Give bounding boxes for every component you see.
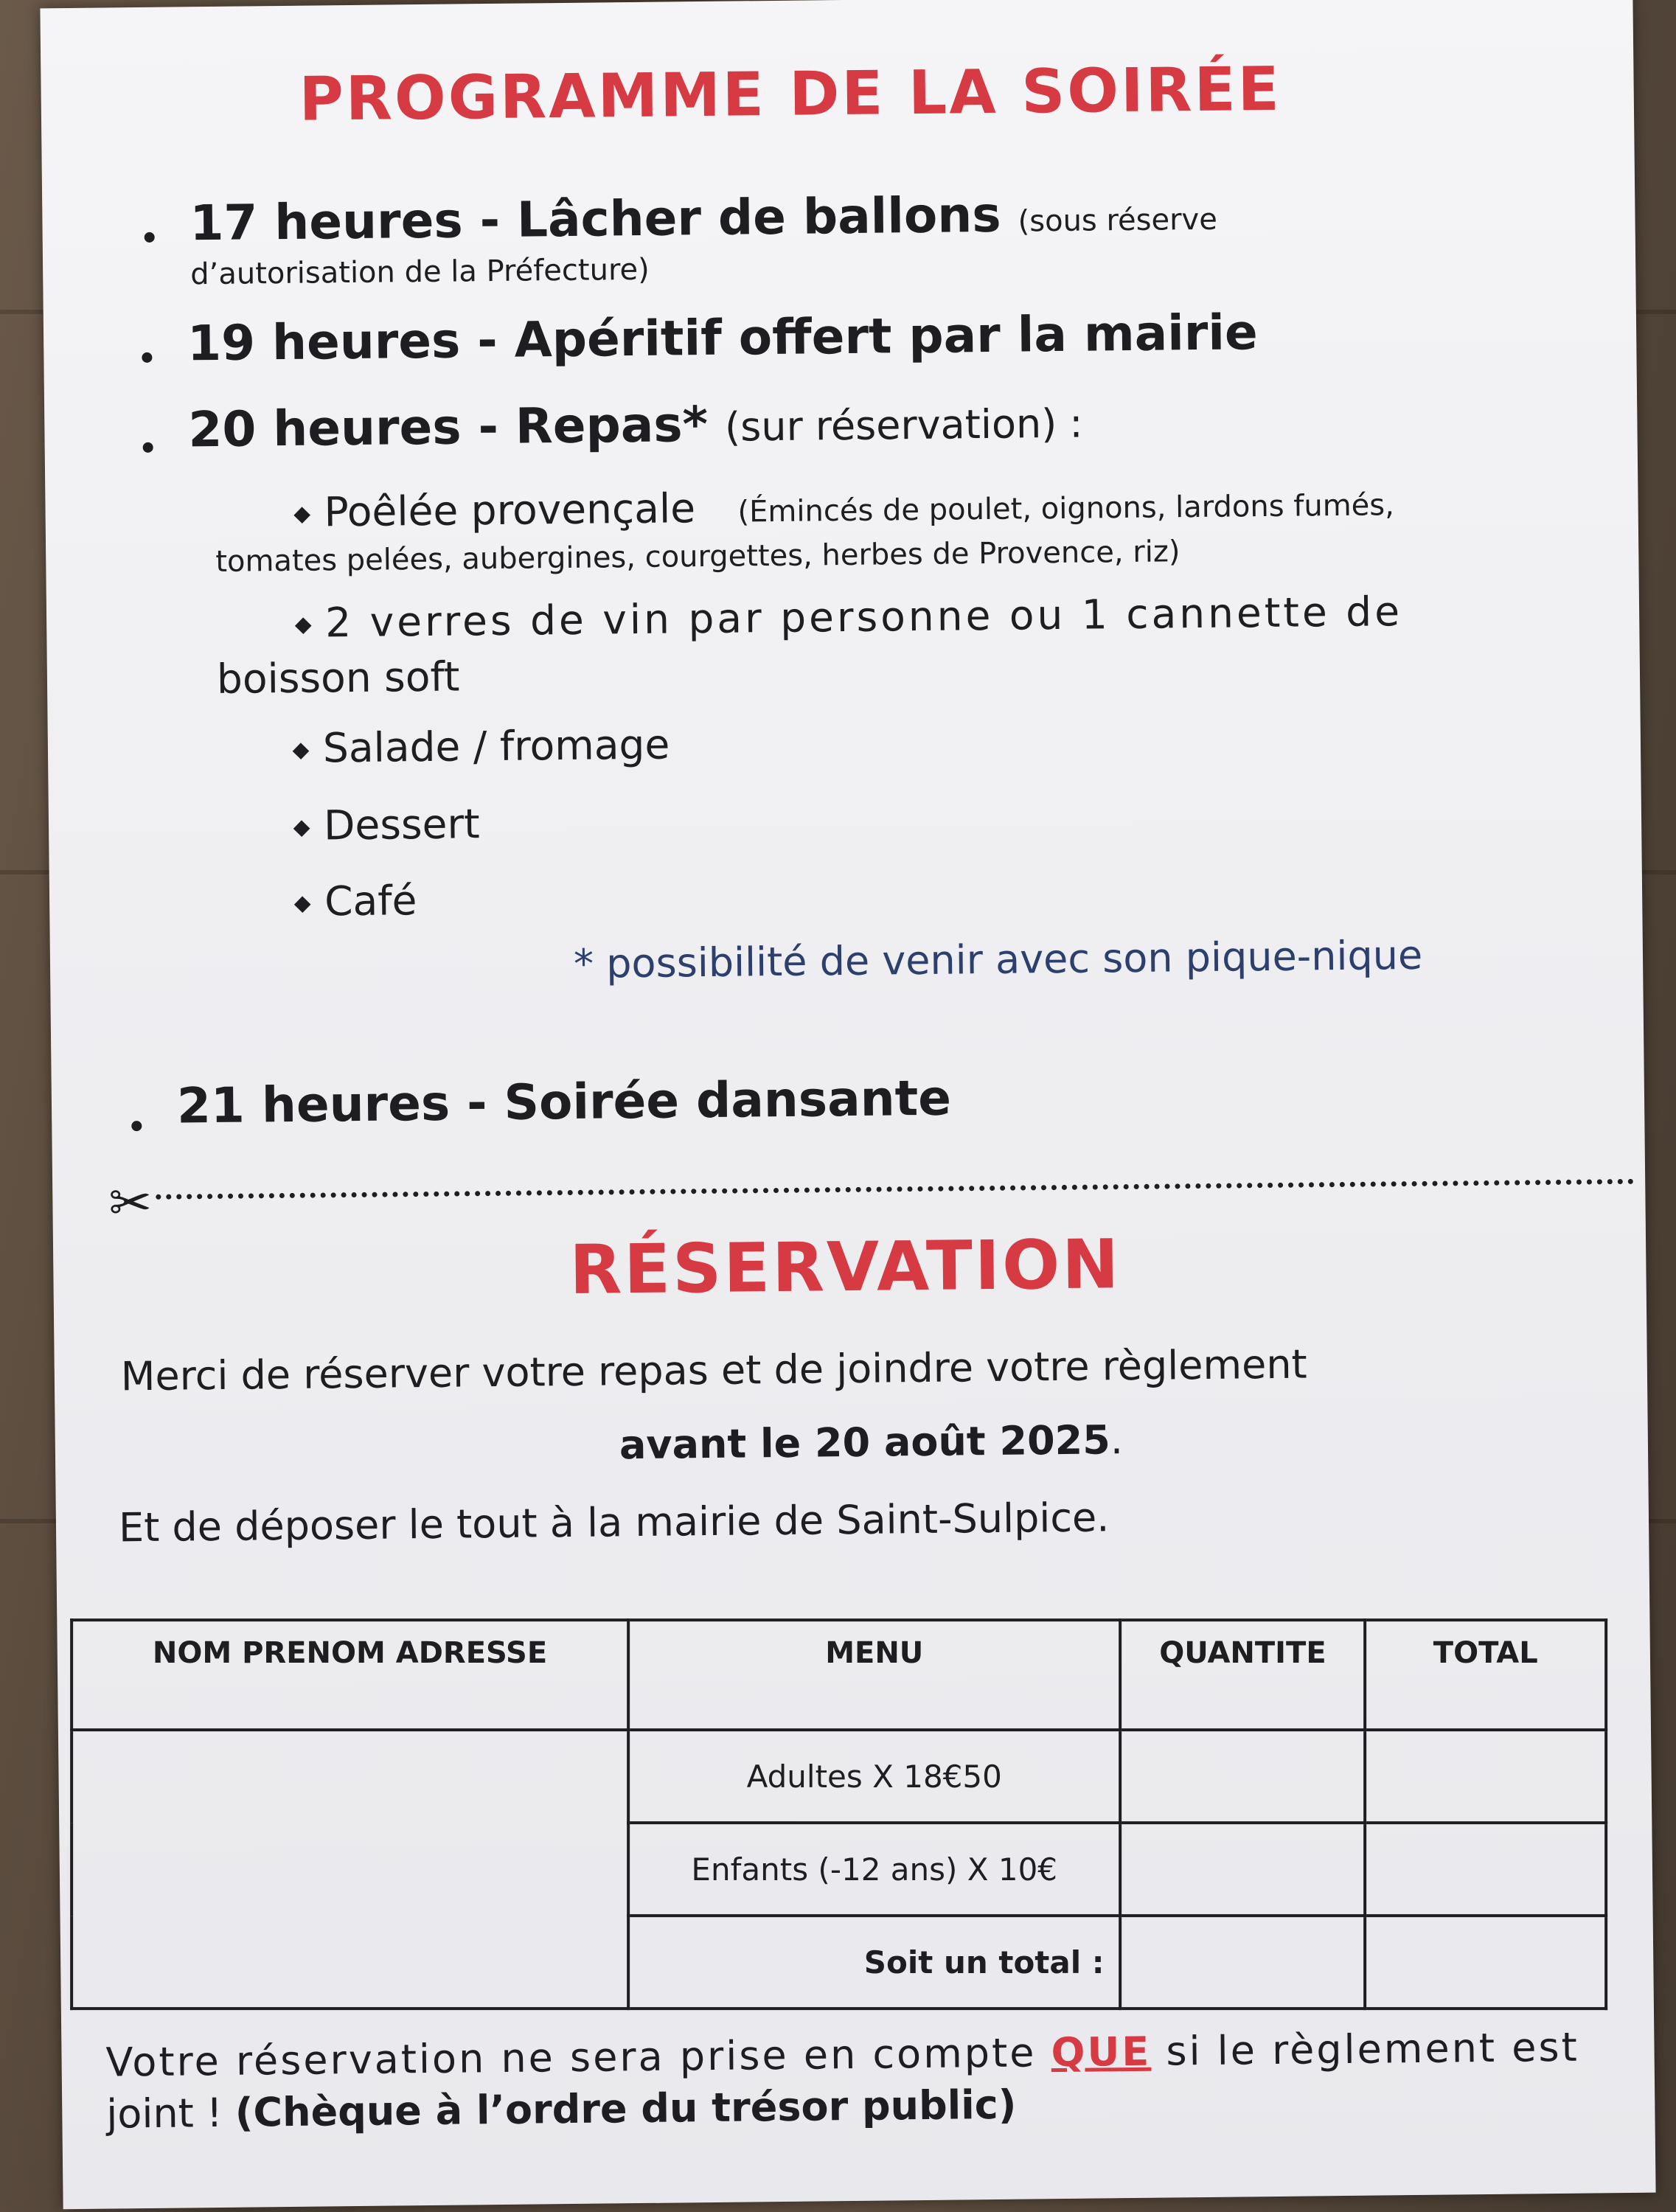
cut-line [156,1179,1634,1200]
diamond-bullet-icon [293,820,310,837]
balloons-note: d’autorisation de la Préfecture) [189,252,650,292]
menu-item-poelee: Poêlée provençale (Émincés de poulet, oignons, lardons fumés, [296,477,1394,536]
menu-adultes: Adultes X 18€50 [628,1730,1121,1823]
table-header-row [72,1620,1606,1730]
quantite-total-cell[interactable] [1121,1916,1366,2008]
header-total: TOTAL [1365,1620,1606,1730]
header-menu: MENU [628,1620,1121,1730]
total-total-cell[interactable] [1365,1916,1606,2008]
menu-item-boisson: 2 verres de vin par personne ou 1 cannette de [297,588,1402,647]
diamond-bullet-icon [293,742,310,759]
reservation-deadline: avant le 20 août 2025. [619,1416,1124,1469]
reservation-deposit: Et de déposer le tout à la mairie de Saint-Sulpice. [118,1494,1110,1551]
programme-item-repas: 20 heures - Repas* (sur réservation) : [188,395,1083,459]
diamond-bullet-icon [295,617,312,634]
bullet-dot [145,232,155,243]
bullet-dot [131,1121,142,1131]
header-quantite: QUANTITE [1121,1620,1366,1730]
reservation-table [70,1618,1607,2010]
programme-title: PROGRAMME DE LA SOIRÉE [299,54,1282,135]
total-enfants-cell[interactable] [1365,1823,1606,1916]
footer-line1: Votre réservation ne sera prise en compte QUE si le règlement est [105,2023,1580,2086]
bullet-dot [143,442,153,453]
quantite-adultes-cell[interactable] [1121,1730,1366,1823]
menu-total-label: Soit un total : [628,1916,1121,2008]
nom-prenom-adresse-cell[interactable] [72,1730,628,2008]
reservation-title: RÉSERVATION [568,1225,1122,1310]
programme-item-aperitif: 19 heures - Apéritif offert par la mairie [187,304,1259,372]
picnic-footnote: * possibilité de venir avec son pique-nique [573,931,1423,987]
table-row [72,1730,1606,1823]
total-adultes-cell[interactable] [1365,1730,1606,1823]
menu-item-poelee-details: tomates pelées, aubergines, courgettes, herbes de Provence, riz) [215,535,1180,579]
programme-item-balloons: 17 heures - Lâcher de ballons (sous réserve [189,186,1218,252]
bullet-dot [142,352,152,363]
header-nom: NOM PRENOM ADRESSE [72,1620,628,1730]
reservation-instruction: Merci de réserver votre repas et de joindre votre règlement [120,1340,1307,1400]
footer-line2: joint ! (Chèque à l’ordre du trésor public) [106,2081,1017,2138]
menu-item-salade: Salade / fromage [295,721,670,772]
flyer-paper [40,0,1655,2209]
menu-item-cafe: Café [296,877,417,925]
diamond-bullet-icon [294,896,311,913]
quantite-enfants-cell[interactable] [1121,1823,1366,1916]
programme-item-soiree: 21 heures - Soirée dansante [176,1069,952,1135]
emphasis-que: QUE [1051,2028,1152,2076]
scissors-icon: ✂ [108,1172,153,1234]
menu-enfants: Enfants (-12 ans) X 10€ [628,1823,1121,1916]
menu-item-dessert: Dessert [296,800,480,849]
diamond-bullet-icon [293,507,310,524]
menu-item-boisson-cont: boisson soft [216,653,460,703]
